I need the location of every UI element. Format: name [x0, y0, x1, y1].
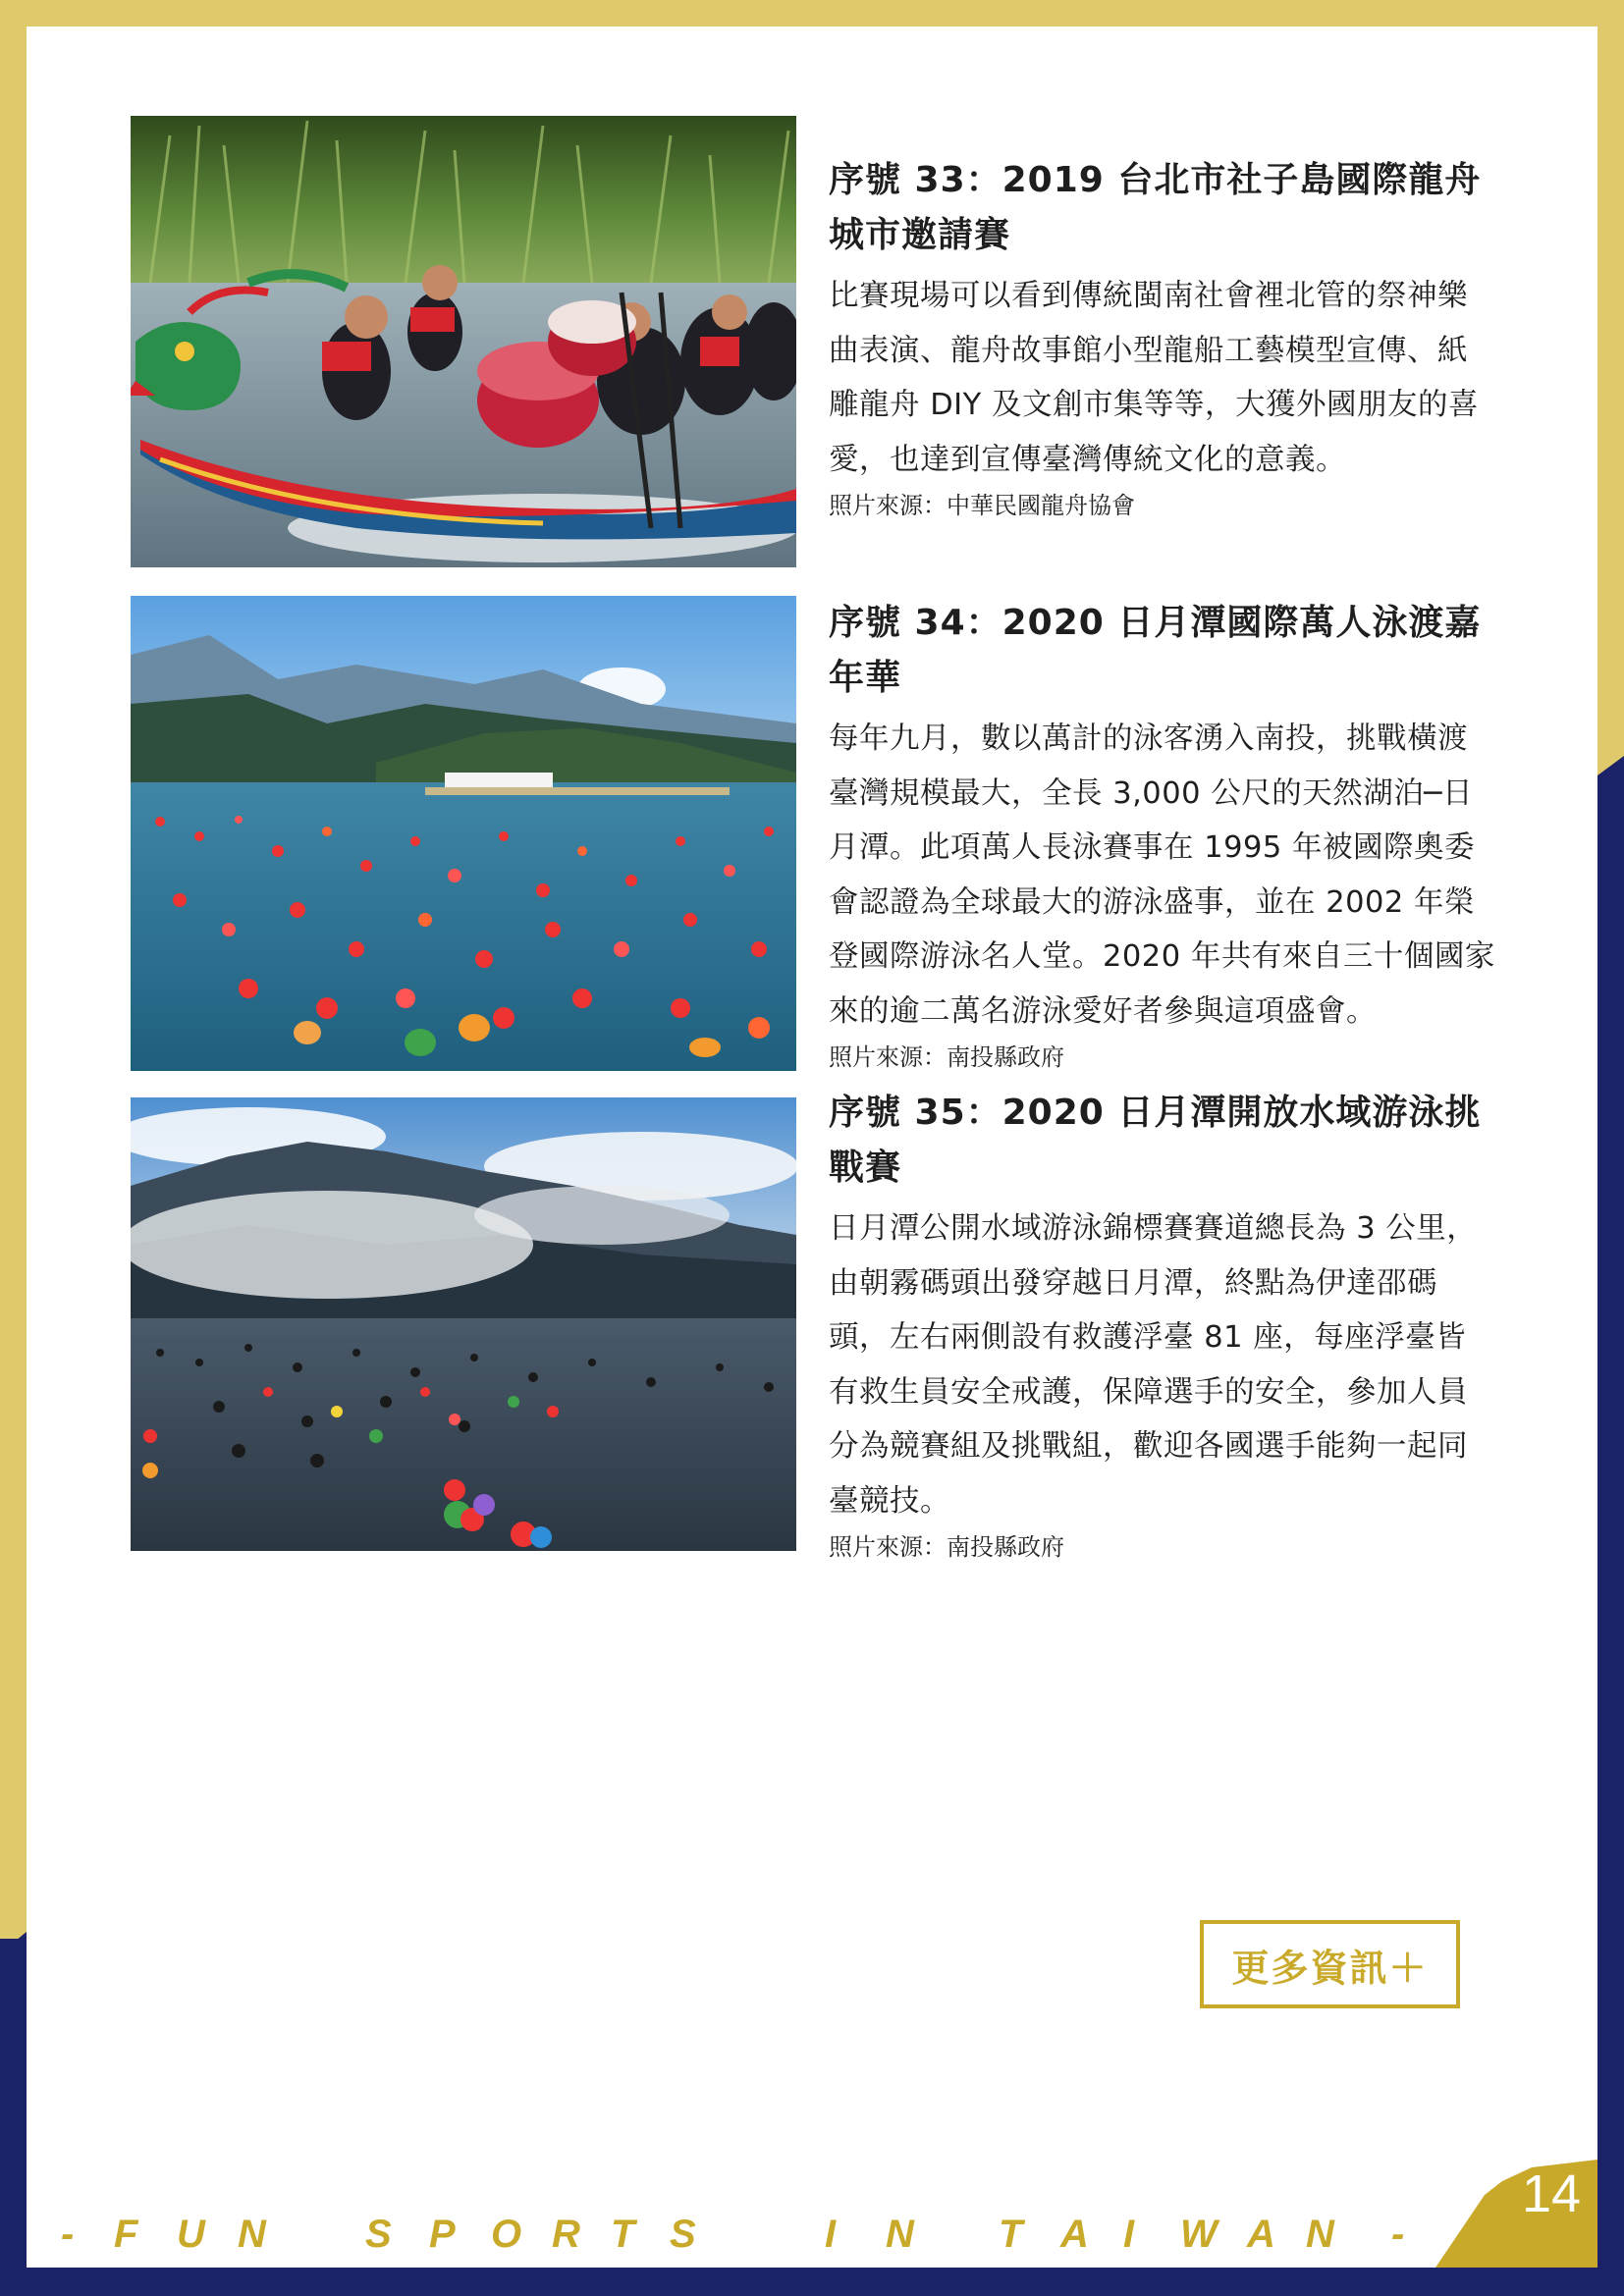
footer-letter: F — [114, 2213, 138, 2256]
footer-letter: P — [429, 2213, 456, 2256]
footer-letter: O — [491, 2213, 522, 2256]
page-number: 14 — [1521, 2164, 1582, 2223]
entry-title: 序號 35：2020 日月潭開放水域游泳挑戰賽 — [829, 1093, 1482, 1188]
footer-letter: S — [365, 2213, 392, 2256]
footer-letter: T — [999, 2213, 1023, 2256]
footer-letter: U — [177, 2213, 205, 2256]
open-water-swim-photo — [131, 1097, 796, 1551]
entry-title: 序號 33：2019 台北市社子島國際龍舟城市邀請賽 — [829, 160, 1482, 255]
footer-letter: I — [825, 2213, 837, 2256]
footer-letter: - — [1391, 2213, 1405, 2256]
footer-letter: S — [670, 2213, 696, 2256]
more-info-button[interactable]: 更多資訊＋ — [1200, 1920, 1460, 2008]
entry-text — [829, 153, 1496, 522]
photo-credit: 照片來源：南投縣政府 — [829, 1043, 1064, 1071]
dragon-boat-photo — [131, 116, 796, 567]
entry-text — [829, 1086, 1496, 1564]
photo-credit: 照片來源：中華民國龍舟協會 — [829, 492, 1135, 519]
footer-letter: N — [886, 2213, 914, 2256]
mass-swim-photo — [131, 596, 796, 1071]
footer-letter: T — [611, 2213, 635, 2256]
footer-letter: A — [1247, 2213, 1275, 2256]
footer-letter: - — [61, 2213, 75, 2256]
photo-credit: 照片來源：南投縣政府 — [829, 1533, 1064, 1561]
entry-description: 比賽現場可以看到傳統閩南社會裡北管的祭神樂曲表演、龍舟故事館小型龍船工藝模型宣傳、紙雕龍舟 DIY 及文創市集等等，大獲外國朋友的喜愛，也達到宣傳臺灣傳統文化的意義。 — [829, 279, 1480, 477]
footer-letter: N — [238, 2213, 266, 2256]
entry-title: 序號 34：2020 日月潭國際萬人泳渡嘉年華 — [829, 603, 1482, 698]
footer-slogan — [61, 2213, 1435, 2271]
entry-description: 每年九月，數以萬計的泳客湧入南投，挑戰橫渡臺灣規模最大，全長 3,000 公尺的天然湖泊─日月潭。此項萬人長泳賽事在 1995 年被國際奧委會認證為全球最大的游泳盛事，並在 2002 年榮登國際游泳名人堂。2020 年共有來自三十個國家來的逾二萬名游泳愛好者參與這項盛會。 — [829, 721, 1495, 1029]
entry-text — [829, 596, 1496, 1074]
entry-description: 日月潭公開水域游泳錦標賽賽道總長為 3 公里，由朝霧碼頭出發穿越日月潭，終點為伊達邵碼頭，左右兩側設有救護浮臺 81 座，每座浮臺皆有救生員安全戒護，保障選手的安全，參加人員分為競賽組及挑戰組，歡迎各國選手能夠一起同臺競技。 — [829, 1211, 1478, 1519]
footer-letter: N — [1306, 2213, 1334, 2256]
footer-letter: R — [552, 2213, 580, 2256]
footer-letter: A — [1060, 2213, 1089, 2256]
footer-letter: I — [1123, 2213, 1135, 2256]
footer-letter: W — [1180, 2213, 1218, 2256]
bottom-bar — [0, 2268, 1624, 2296]
